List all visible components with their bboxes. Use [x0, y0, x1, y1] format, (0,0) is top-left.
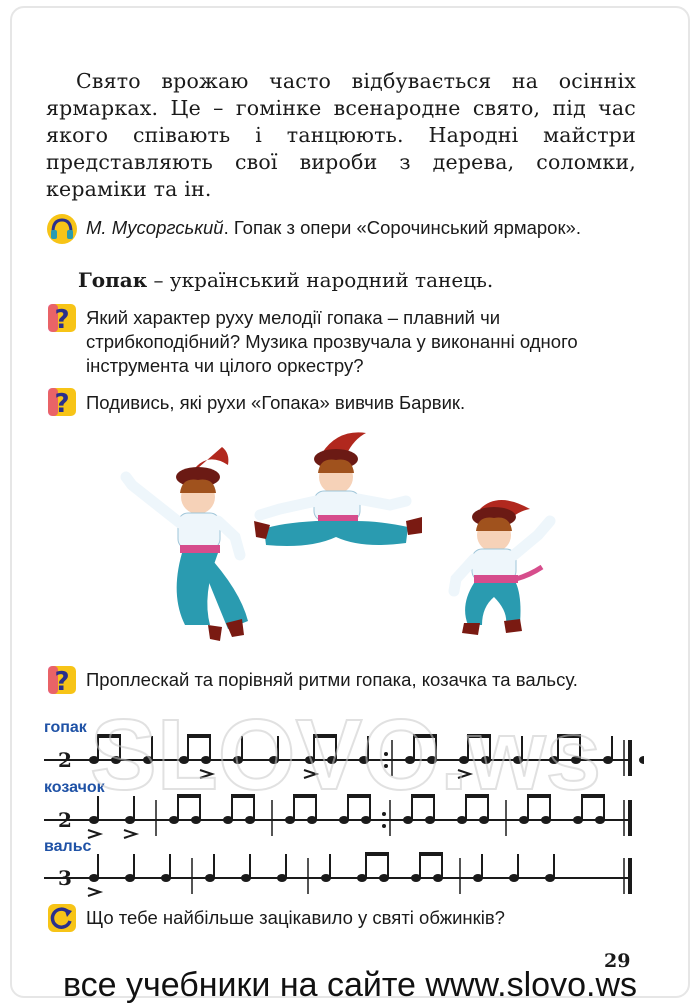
note-beam	[365, 852, 389, 856]
question-icon	[46, 664, 78, 696]
time-signature: 2	[58, 748, 72, 772]
note-head	[639, 756, 644, 764]
time-signature: 3	[58, 866, 72, 890]
refresh-icon	[46, 902, 78, 934]
composer-name: М. Мусоргський	[86, 217, 224, 238]
listening-task	[86, 216, 636, 240]
rhythm-label-kozachok: козачок	[44, 779, 105, 796]
repeat-dot	[382, 824, 386, 828]
question-3: Проплескай та порівняй ритми гопака, козачка та вальсу.	[86, 669, 578, 690]
question-2: Подивись, які рухи «Гопака» вивчив Барвик.	[86, 392, 466, 413]
note-beam	[419, 852, 443, 856]
svg-text:?: ?	[54, 389, 70, 418]
rhythm-label-gopak: гопак	[44, 719, 87, 736]
headphones-icon	[46, 213, 78, 245]
svg-text:?: ?	[54, 305, 70, 334]
intro-paragraph	[46, 68, 636, 203]
question-icon	[46, 302, 78, 334]
accent-mark	[88, 888, 100, 896]
time-signature: 2	[58, 808, 72, 832]
footer-banner: все учебники на сайте www.slovo.ws	[62, 966, 637, 1004]
dancer-right	[454, 500, 550, 635]
listening-work: . Гопак з опери «Сорочинський ярмарок».	[223, 217, 581, 238]
page-number: 29	[604, 950, 631, 972]
gopak-definition	[78, 268, 628, 292]
repeat-dot	[382, 812, 386, 816]
dancers-illustration	[110, 425, 580, 650]
dancer-middle	[254, 432, 422, 546]
question-1: Який характер руху мелодії гопака – плавний чи стрибкоподібний? Музика прозвучала у виконанні одного інструмента чи цілого оркестру?	[86, 307, 578, 376]
question-icon	[46, 386, 78, 418]
final-question: Що тебе найбільше зацікавило у святі обжинків?	[86, 907, 505, 928]
accent-mark	[88, 830, 100, 838]
rhythm-label-valse: вальс	[44, 838, 92, 855]
watermark: SLOVO.ws	[90, 699, 602, 811]
svg-text:?: ?	[54, 667, 70, 696]
definition-text: – український народний танець.	[147, 268, 494, 292]
intro-text: Свято врожаю часто відбувається на осінніх ярмарках. Це – гомінке всенародне свято, під час якого співають і танцюють. Народні майстри представляють свої вироби з дерева, соломки, кераміки та ін.	[46, 69, 636, 201]
accent-mark	[124, 830, 136, 838]
definition-term: Гопак	[78, 268, 148, 292]
dancer-left	[126, 447, 248, 641]
